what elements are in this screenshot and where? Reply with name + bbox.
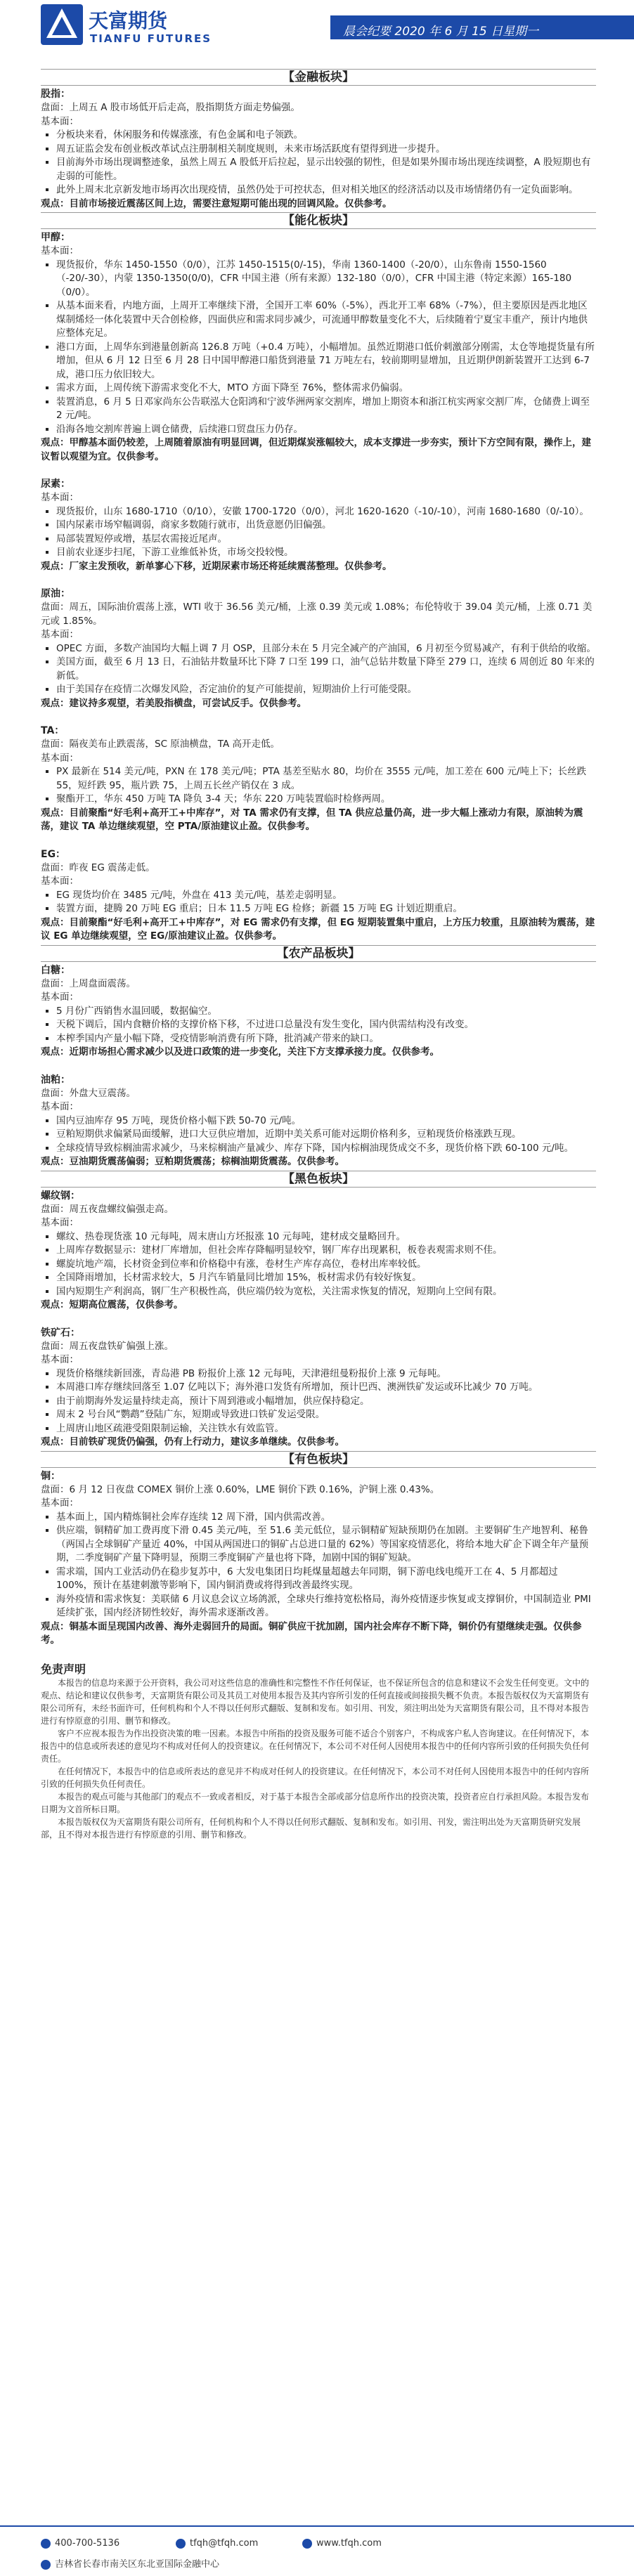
list-item: ▪ 现货报价，山东 1680-1710（0/10），安徽 1700-1720（0/0），河北 1620-1620（-10/-10），河南 1680-1680（0/-10）。 — [56, 505, 596, 519]
basis-label: 基本面： — [41, 1497, 79, 1509]
section-title-finance: 【金融板块】 — [41, 69, 596, 86]
list-item: ▪ 本榨季国内产量小幅下降，受疫情影响消费有所下降，批消减产带来的缺口。 — [56, 1032, 596, 1046]
list-item: ▪ 美国方面，截至 6 月 13 日，石油钻井数量环比下降 7 口至 199 口，油气总钻井数量下降至 279 口，连续 6 周创近 80 年来的新低。 — [56, 656, 596, 683]
list-item: ▪ 目前海外市场出现调整迹象，虽然上周五 A 股低开后拉起，显示出较强的韧性，但是如果外围市场出现连续调整，A 股短期也有走弱的可能性。 — [56, 156, 596, 183]
commodity-title: 甲醇： — [41, 232, 70, 243]
list-item: ▪ 5 月份广西销售水温回暖，数据偏空。 — [56, 1005, 596, 1019]
disk-text: 盘面：6 月 12 日夜盘 COMEX 铜价上涨 0.60%，LME 铜价下跌 0.16%，沪铜上涨 0.43%。 — [41, 1483, 440, 1495]
phone-text: 400-700-5136 — [55, 2538, 120, 2549]
methanol-list — [41, 259, 596, 437]
section-title-nonferrous: 【有色板块】 — [41, 1451, 596, 1468]
list-item: ▪ 由于前期海外发运量持续走高，预计下周到港或小幅增加，供应保持稳定。 — [56, 1395, 596, 1409]
address-text: 吉林省长春市南关区东北亚国际金融中心 — [55, 2559, 220, 2570]
commodity-title: 尿素： — [41, 479, 70, 490]
commodity-title: 原油： — [41, 588, 70, 599]
crude-list — [41, 642, 596, 697]
disclaimer-title: 免责声明 — [41, 1662, 86, 1676]
disk-text: 盘面：上周五 A 股市场低开后走高，股指期货方面走势偏强。 — [41, 102, 300, 113]
commodity-title: TA： — [41, 725, 65, 736]
disclaimer-paragraph: 本报告版权仅为天富期货有限公司所有，任何机构和个人不得以任何形式翻版、复制和发布。如引用、刊发，需注明出处为天富期货研究发展部，且不得对本报告进行有悖原意的引用、删节和修改。 — [41, 1816, 581, 1840]
email-text: tfqh@tfqh.com — [190, 2538, 259, 2549]
view-text: 观点：近期市场担心需求减少以及进口政策的进一步变化，关注下方支撑承接力度。仅供参考。 — [41, 1046, 439, 1058]
basis-label: 基本面： — [41, 492, 79, 503]
rebar-list — [41, 1230, 596, 1299]
eg-list — [41, 889, 596, 916]
disk-text: 盘面：周五夜盘铁矿偏强上涨。 — [41, 1340, 174, 1352]
list-item: ▪ 分板块来看，休闲服务和传媒涨涨，有色金属和电子领跌。 — [56, 129, 596, 143]
list-item: ▪ 目前农业逐步扫尾，下游工业维低补货，市场交投较慢。 — [56, 546, 596, 560]
oil-list — [41, 1114, 596, 1156]
list-item: ▪ 天税下调后，国内食糖价格的支撑价格下移，不过进口总量没有发生变化，国内供需结构没有改变。 — [56, 1018, 596, 1032]
commodity-title: 铜： — [41, 1470, 60, 1482]
disk-text: 盘面：隔夜美布止跌震荡，SC 原油横盘，TA 高开走低。 — [41, 739, 280, 750]
commodity-title: EG： — [41, 848, 66, 860]
list-item: ▪ 基本面上，国内精炼铜社会库存连续 12 周下滑，国内供需改善。 — [56, 1511, 596, 1525]
view-text: 观点：甲醇基本面仍较差，上周随着原油有明显回调，但近期煤炭涨幅较大，成本支撑进一步夯实，预计下方空间有限，操作上，建议暂以观望为宜。仅供参考。 — [41, 437, 591, 462]
disclaimer-paragraph: 客户不应视本报告为作出投资决策的唯一因素。本报告中所指的投资及服务可能不适合个别客户，不构成客户私人咨询建议。在任何情况下，本报告中的信息或所表述的意见均不构成对任何人的投资建议。在任何情况下，本公司不对任何人因使用本报告中的任何内容所引致的任何损失负任何责任。 — [41, 1728, 590, 1764]
logo-text-en: TIANFU FUTURES — [90, 32, 212, 45]
section-title-energy: 【能化板块】 — [41, 212, 596, 229]
list-item: ▪ 豆粕短期供求偏紧局面缓解，进口大豆供应增加，近期中美关系可能对远期价格利多，豆粕现货价格涨跌互现。 — [56, 1128, 596, 1142]
view-text: 观点：厂家主发预收，新单寥心下移，近期尿素市场还将延续震荡整理。仅供参考。 — [41, 560, 392, 572]
disclaimer-paragraph: 在任何情况下，本报告中的信息或所表达的意见并不构成对任何人的投资建议。在任何情况下，本公司不对任何人因使用本报告中的任何内容所引致的任何损失负任何责任。 — [41, 1766, 590, 1789]
stock-list — [41, 129, 596, 197]
view-text: 观点：目前聚酯“好毛利+高开工+中库存”，对 TA 需求仍有支撑，但 TA 供应总量仍高，进一步大幅上涨动力有限，原油转为震荡，建议 TA 单边继续观望，空 PTA/原油建议止盈。仅供参考。 — [41, 807, 583, 832]
list-item: ▪ 局部装置短停或增，基层农需接近尾声。 — [56, 533, 596, 547]
list-item: ▪ 沿海各地交割库普遍上调仓储费，后续港口贸盘压力仍存。 — [56, 423, 596, 437]
view-text: 观点：建议持多观望，若美股指横盘，可尝试反手。仅供参考。 — [41, 697, 306, 709]
basis-label: 基本面： — [41, 1101, 79, 1112]
list-item: ▪ 本周港口库存继续回落至 1.07 亿吨以下；海外港口发货有所增加，预计巴西、澳洲铁矿发运或环比减少 70 万吨。 — [56, 1381, 596, 1395]
disk-text: 盘面：周五，国际油价震荡上涨，WTI 收于 36.56 美元/桶，上涨 0.39 美元或 1.08%；布伦特收于 39.04 美元/桶，上涨 0.71 美元或 1.85%。 — [41, 601, 593, 627]
page-header — [0, 0, 634, 52]
list-item: ▪ 周末 2 号台风“鹦鹉”登陆广东，短期或导致进口铁矿发运受限。 — [56, 1408, 596, 1422]
report-date: 晨会纪要 2020 年 6 月 15 日星期一 — [343, 25, 539, 39]
list-item: ▪ 供应端，铜精矿加工费再度下滑 0.45 美元/吨，至 51.6 美元低位，显示铜精矿短缺预期仍在加剧。主要铜矿生产地智利、秘鲁（两国占全球铜矿产量近 40%，中国从两国进口的铜矿占总进口量的 62%）等国家疫情恶化，将给本地大矿企下调全年产量预期，二季度铜矿产量下降明显，预期三季度铜矿产量也将下降，加剧中国的铜矿短缺。 — [56, 1524, 596, 1566]
list-item: ▪ 港口方面，上周华东到港量创新高 126.8 万吨（+0.4 万吨），小幅增加。虽然近期港口低价刺激部分刚需，太仓等地提货量有所增加，但从 6 月 12 日至 6 月 28 日中国甲醇港口船货到港量 71 万吨左右，较前期明显增加，且近期伊朗新装置开工达到 6-7 成，港口压力依旧较大。 — [56, 341, 596, 382]
location-icon — [41, 2560, 51, 2570]
list-item: ▪ 需求方面，上周传统下游需求变化不大，MTO 方面下降至 76%，整体需求仍偏弱。 — [56, 382, 596, 396]
list-item: ▪ 国内豆油库存 95 万吨，现货价格小幅下跌 50-70 元/吨。 — [56, 1114, 596, 1128]
basis-label: 基本面： — [41, 1217, 79, 1228]
list-item: ▪ 现货报价，华东 1450-1550（0/0），江苏 1450-1515(0/-15)，华南 1360-1400（-20/0），山东鲁南 1550-1560（-20/-30），内蒙 1350-1350(0/0)，CFR 中国主港（所有来源）132-180（0/0），CFR 中国主港（特定来源）165-180（0/0）。 — [56, 259, 596, 300]
company-logo-icon — [41, 4, 83, 45]
list-item: ▪ 全国降雨增加，长材需求较大，5 月汽车销量同比增加 15%，板材需求仍有较好恢复。 — [56, 1271, 596, 1285]
section-title-black: 【黑色板块】 — [41, 1171, 596, 1188]
urea-list — [41, 505, 596, 560]
view-text: 观点：短期高位震荡，仅供参考。 — [41, 1299, 183, 1310]
commodity-title: 铁矿石： — [41, 1327, 80, 1339]
list-item: ▪ OPEC 方面，多数产油国均大幅上调 7 月 OSP，且部分未在 5 月完全减产的产油国，6 月初至今贸易减产，有利于供给的收缩。 — [56, 642, 596, 656]
basis-label: 基本面： — [41, 991, 79, 1003]
list-item: ▪ 从基本面来看，内地方面，上周开工率继续下滑，全国开工率 60%（-5%），西北开工率 68%（-7%），但主要原因是西北地区煤制烯烃一体化装置中天合创检修，四面供应和需求同步减少，可流通甲醇数量变化不大，后续随着宁夏宝丰重产，预计内地供应整体充足。 — [56, 299, 596, 341]
web-text: www.tfqh.com — [316, 2538, 382, 2549]
phone-icon — [41, 2539, 51, 2549]
report-content — [41, 67, 596, 1841]
basis-label: 基本面： — [41, 115, 79, 127]
basis-label: 基本面： — [41, 245, 79, 256]
list-item: ▪ EG 现货均价在 3485 元/吨，外盘在 413 美元/吨，基差走弱明显。 — [56, 889, 596, 903]
list-item: ▪ 聚酯开工，华东 450 万吨 TA 降负 3-4 天；华东 220 万吨装置临时检修两周。 — [56, 793, 596, 807]
basis-label: 基本面： — [41, 629, 79, 640]
list-item: ▪ 海外疫情和需求恢复：美联储 6 月议息会议立场鸽派，全球央行维持宽松格局，海外疫情逐步恢复或支撑铜价，中国制造业 PMI 延续扩张，国内经济韧性较好，海外需求逐渐改善。 — [56, 1593, 596, 1620]
email-icon — [176, 2539, 186, 2549]
list-item: ▪ 由于美国存在疫情二次爆发风险，否定油价的复产可能提前，短期油价上行可能受限。 — [56, 683, 596, 697]
list-item: ▪ 螺纹、热卷现货涨 10 元每吨，周末唐山方坯报涨 10 元每吨，建材成交量略回升。 — [56, 1230, 596, 1244]
view-text: 观点：豆油期货震荡偏弱；豆粕期货震荡；棕榈油期货震荡。仅供参考。 — [41, 1156, 344, 1167]
list-item: ▪ 装置消息，6 月 5 日邓家尚东公告联泓大仓阳鸿和宁波华洲两家交割库，增加上期资本和浙江杭实两家交割厂库，仓储费上调至 2 元/吨。 — [56, 396, 596, 423]
list-item: ▪ 现货价格继续新回涨，青岛港 PB 粉报价上涨 12 元每吨，天津港纽曼粉报价上涨 9 元每吨。 — [56, 1367, 596, 1381]
commodity-title: 油粕： — [41, 1074, 70, 1086]
view-text: 观点：目前聚酯“好毛利+高开工+中库存”，对 EG 需求仍有支撑，但 EG 短期装置集中重启，上方压力较重，且原油转为震荡，建议 EG 单边继续观望，空 EG/原油建议止盈。仅供参考。 — [41, 916, 595, 942]
list-item: ▪ 螺旋坑地产端，长材资金到位率和价格稳中有涨，卷材生产库存高位，卷材出库率较低。 — [56, 1258, 596, 1272]
list-item: ▪ 全球疫情导致棕榈油需求减少，马来棕榈油产量减少、库存下降，国内棕榈油现货成交不多，现货价格下跌 60-100 元/吨。 — [56, 1142, 596, 1156]
list-item: ▪ 周五证监会发布创业板改革试点注册制相关制度规则，未来市场活跃度有望得到进一步提升。 — [56, 143, 596, 157]
disk-text: 盘面：外盘大豆震荡。 — [41, 1087, 136, 1099]
view-text: 观点：铜基本面呈现国内改善、海外走弱回升的局面。铜矿供应干扰加剧，国内社会库存不断下降，铜价仍有望继续走强。仅供参考。 — [41, 1620, 582, 1646]
basis-label: 基本面： — [41, 752, 79, 764]
footer-address — [41, 2556, 219, 2570]
logo-text-cn: 天富期货 — [89, 9, 168, 32]
pta-list — [41, 765, 596, 807]
disk-text: 盘面：昨夜 EG 震荡走低。 — [41, 861, 155, 873]
list-item: ▪ 装置方面，捷腾 20 万吨 EG 重启；日本 11.5 万吨 EG 检修；新疆 15 万吨 EG 计划近期重启。 — [56, 902, 596, 916]
disclaimer-paragraph: 本报告的观点可能与其他部门的观点不一致或者相反，对于基于本报告全部或部分信息所作出的投资决策，投资者应自行承担风险。本报告发布日期为文首所标日期。 — [41, 1791, 590, 1814]
sugar-list — [41, 1005, 596, 1046]
disclaimer-paragraph: 本报告的信息均来源于公开资料，我公司对这些信息的准确性和完整性不作任何保证，也不保证所包含的信息和建议不会发生任何变更。文中的观点、结论和建议仅供参考，天富期货有限公司及其员工对使用本报告及其内容所引发的任何直接或间接损失概不负责。本报告版权仅为天富期货有限公司所有，未经书面许可，任何机构和个人不得以任何形式翻版、复制和发布。如引用、刊发，须注明出处为天富期货有限公司，且不得对本报告进行有悖原意的引用、删节和修改。 — [41, 1677, 590, 1726]
list-item: ▪ 国内短期生产利润高，钢厂生产积极性高，供应端仍较为宽松，关注需求恢复的情况，短期向上空间有限。 — [56, 1285, 596, 1299]
page-footer — [0, 2525, 634, 2576]
commodity-title: 白糖： — [41, 964, 70, 976]
list-item: ▪ 上周库存数据显示：建材厂库增加，但社会库存降幅明显较窄，钢厂库存出现累积，板卷表观需求则不佳。 — [56, 1244, 596, 1258]
footer-phone — [41, 2538, 119, 2549]
list-item: ▪ 上周唐山地区疏港受阻限制运输，关注铁水有效监管。 — [56, 1422, 596, 1436]
basis-label: 基本面： — [41, 1354, 79, 1365]
iron-list — [41, 1367, 596, 1436]
commodity-title: 股指： — [41, 89, 70, 100]
disk-text: 盘面：周五夜盘螺纹偏强走高。 — [41, 1203, 174, 1215]
view-text: 观点：目前铁矿现货仍偏强，仍有上行动力，建议多单继续。仅供参考。 — [41, 1436, 344, 1448]
section-title-agri: 【农产品板块】 — [41, 945, 596, 962]
view-text: 观点：目前市场接近震荡区间上边，需要注意短期可能出现的回调风险。仅供参考。 — [41, 197, 392, 209]
commodity-title: 螺纹钢： — [41, 1190, 80, 1202]
web-icon — [302, 2539, 312, 2549]
disk-text: 盘面：上周盘面震荡。 — [41, 977, 136, 989]
copper-list — [41, 1511, 596, 1620]
footer-email[interactable] — [176, 2538, 258, 2549]
list-item: ▪ 国内尿素市场窄幅调弱，商家多数随行就市，出货意愿仍旧偏强。 — [56, 519, 596, 533]
footer-web[interactable] — [302, 2538, 382, 2549]
list-item: ▪ PX 最新在 514 美元/吨，PXN 在 178 美元/吨；PTA 基差至贴水 80，均价在 3555 元/吨，加工差在 600 元/吨上下；长丝跌 55，短纤跌 95，瓶片跌 75，上周五长丝产销仅在 3 成。 — [56, 765, 596, 793]
basis-label: 基本面： — [41, 876, 79, 887]
list-item: ▪ 此外上周末北京新发地市场再次出现疫情，虽然仍处于可控状态，但对相关地区的经济活动以及市场情绪仍有一定负面影响。 — [56, 183, 596, 197]
list-item: ▪ 需求端，国内工业活动仍在稳步复苏中，6 大发电集团日均耗煤量超越去年同期，铜下游电线电缆开工在 4、5 月都超过 100%，预计在基建刺激等影响下，国内铜消费或将得到改善最终实现。 — [56, 1566, 596, 1593]
